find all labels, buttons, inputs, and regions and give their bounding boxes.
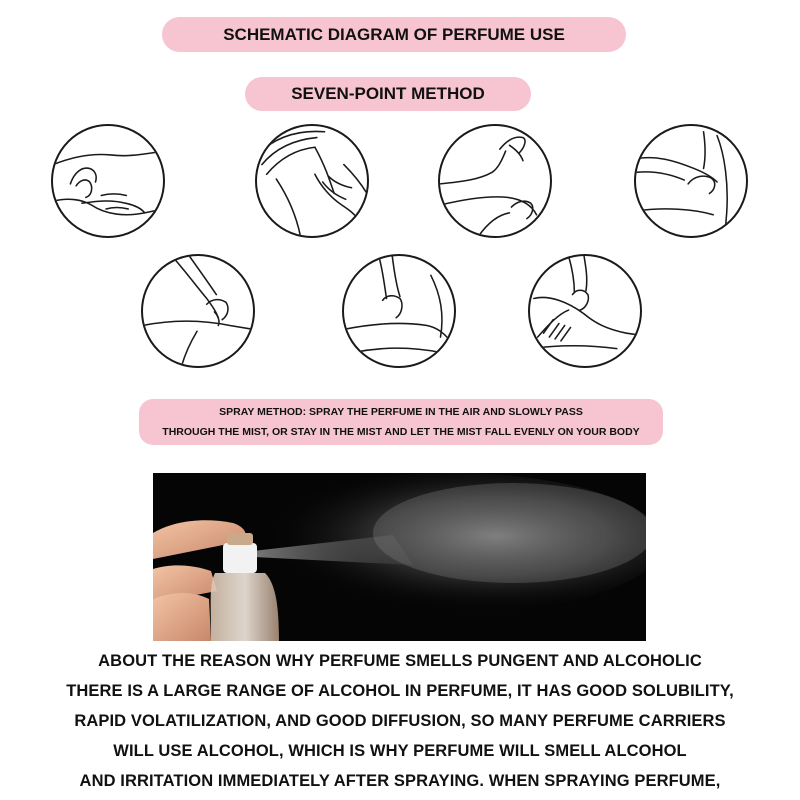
- body-text: [0, 646, 800, 796]
- body-line-5: AND IRRITATION IMMEDIATELY AFTER SPRAYING. WHEN SPRAYING PERFUME,: [79, 772, 721, 790]
- spray-method-line-2: THROUGH THE MIST, OR STAY IN THE MIST AND LET THE MIST FALL EVENLY ON YOUR BODY: [162, 426, 640, 438]
- method-title: SEVEN-POINT METHOD: [291, 84, 485, 103]
- page-title: SCHEMATIC DIAGRAM OF PERFUME USE: [223, 24, 565, 44]
- ankle-icon: [528, 254, 642, 368]
- body-line-2: THERE IS A LARGE RANGE OF ALCOHOL IN PERFUME, IT HAS GOOD SOLUBILITY,: [66, 682, 734, 700]
- spray-method-line-1: SPRAY METHOD: SPRAY THE PERFUME IN THE AIR AND SLOWLY PASS: [219, 406, 583, 418]
- waist-icon: [634, 124, 748, 238]
- spray-method-banner: [139, 399, 663, 445]
- title-banner: [162, 17, 626, 52]
- knee-icon: [342, 254, 456, 368]
- body-line-4: WILL USE ALCOHOL, WHICH IS WHY PERFUME WILL SMELL ALCOHOL: [113, 742, 687, 760]
- elbow-icon: [438, 124, 552, 238]
- thigh-icon: [141, 254, 255, 368]
- body-line-1: ABOUT THE REASON WHY PERFUME SMELLS PUNGENT AND ALCOHOLIC: [98, 652, 702, 670]
- perfume-spray-photo: [153, 473, 646, 641]
- body-line-3: RAPID VOLATILIZATION, AND GOOD DIFFUSION, SO MANY PERFUME CARRIERS: [74, 712, 726, 730]
- neck-icon: [255, 124, 369, 238]
- hands-wrist-icon: [51, 124, 165, 238]
- subtitle-banner: [245, 77, 531, 111]
